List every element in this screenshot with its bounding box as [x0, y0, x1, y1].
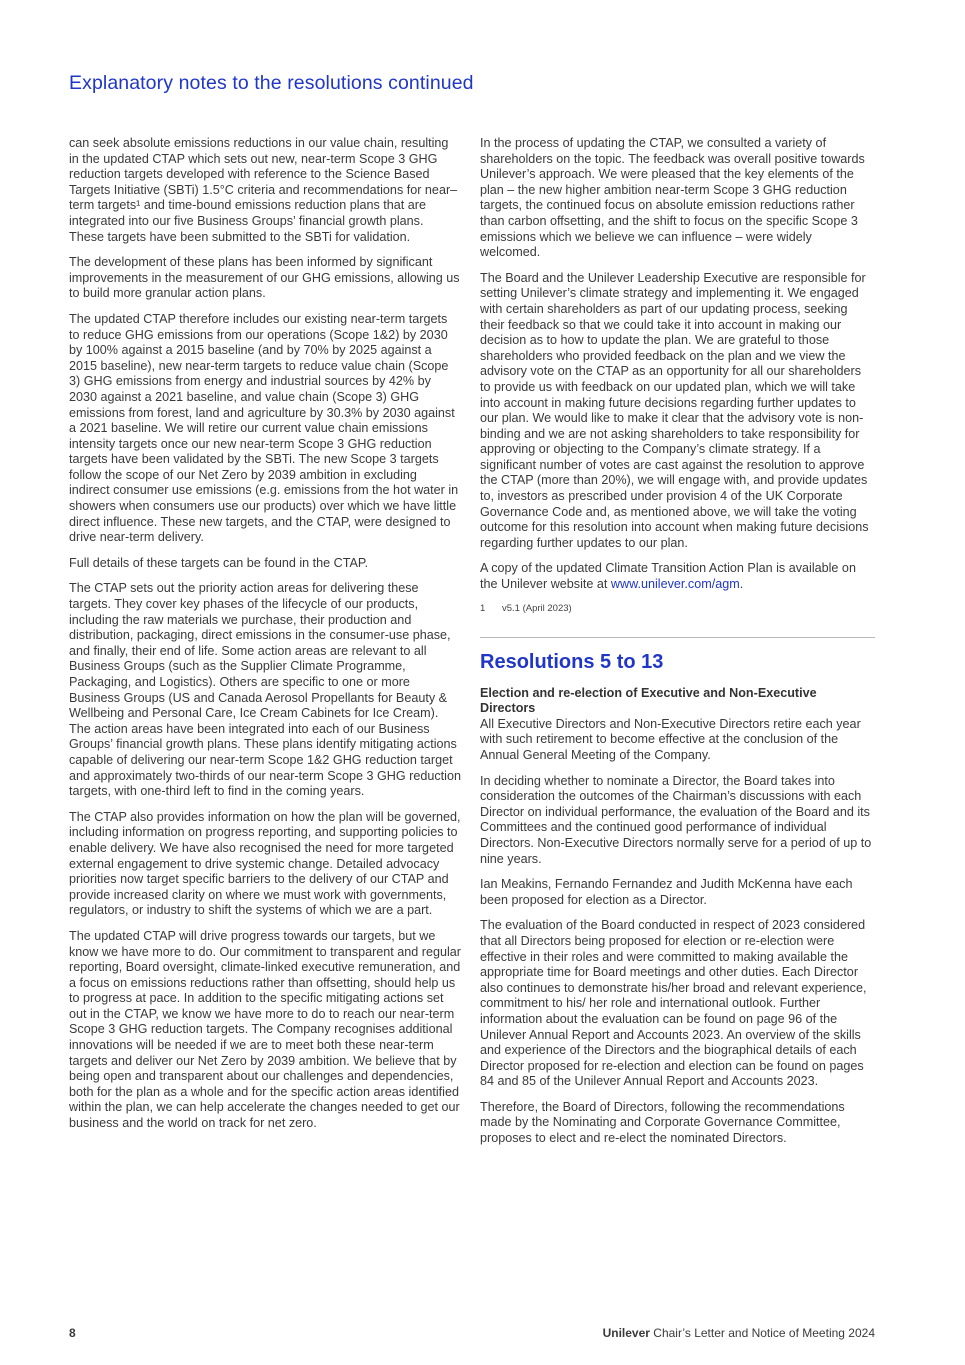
agm-website-link[interactable]: www.unilever.com/agm: [610, 577, 740, 592]
ctap-copy-paragraph: [480, 561, 875, 592]
paragraph: In deciding whether to nominate a Director, the Board takes into consideration the outcomes of the Chairman’s discussions with each Director on individual performance, the evaluation of the Board and its Committees and the continued good performance of individual Directors. Non-Executive Directors normally serve for a period of up to nine years.: [480, 773, 872, 866]
footer-brand: Unilever: [602, 1326, 650, 1340]
ctap-copy-end: .: [739, 577, 744, 592]
left-column: [69, 136, 461, 1142]
paragraph: The development of these plans has been informed by significant improvements in the measurement of our GHG emissions, allowing us to build more granular action plans.: [69, 255, 460, 301]
footnote-text: v5.1 (April 2023): [502, 602, 572, 614]
paragraph: The CTAP sets out the priority action areas for delivering these targets. They cover key phases of the lifecycle of our products, including the raw materials we purchase, their production and distribution, packaging, direct emissions in the consumer-use phase, and finally, their end of life. Some action areas are relevant to all Business Groups (such as the Supplier Climate Programme, Packaging, and Logistics). Others are specific to one or more Business Groups (US and Canada Aerosol Propellants for Beauty & Wellbeing and Personal Care, Ice Cream Cabinets for Ice Cream). The action areas have been integrated into each of our Business Groups’ financial growth plans. These plans identify mitigating actions capable of delivering our near-term Scope 1&2 GHG reduction target and approximately two-thirds of our near-term Scope 3 GHG reduction targets, with one-third left to find in the coming years.: [69, 581, 461, 799]
paragraph: The evaluation of the Board conducted in respect of 2023 considered that all Directors being proposed for election or re-election were effective in their roles and were committed to making available the appropriate time for Board meetings and other duties. Each Director also continues to demonstrate his/her broad and relevant experience, commitment to his/ her role and international outlook. Further information about the evaluation can be found on page 96 of the Unilever Annual Report and Accounts 2023. An overview of the skills and experience of the Directors and the biographical details of each Director proposed for re-election and election can be found on pages 84 and 85 of the Unilever Annual Report and Accounts 2023.: [480, 918, 867, 1089]
footer-publication-title: Chair’s Letter and Notice of Meeting 2024: [653, 1326, 875, 1340]
paragraph: Therefore, the Board of Directors, following the recommendations made by the Nominating and Corporate Governance Committee, proposes to elect and re-elect the nominated Directors.: [480, 1099, 845, 1146]
paragraph: The updated CTAP will drive progress towards our targets, but we know we have more to do. Our commitment to transparent and regular reporting, Board oversight, climate-linked executive remuneration, and a focus on emissions reductions rather than offsetting, should help us to progress at pace. In addition to the specific mitigating actions set out in the CTAP, we know we have more to do to reach our near-term Scope 3 GHG reduction targets. The Company recognises additional innovations will be needed if we are to meet both these near-term targets and deliver our Net Zero by 2039 ambition. We believe that by being open and transparent about our challenges and dependencies, both for the plan as a whole and for the specific action areas identified within the plan, we can help accelerate the changes needed to get our business and the world on track for net zero.: [69, 928, 461, 1131]
footer-publication: [603, 1326, 875, 1340]
paragraph: Full details of these targets can be found in the CTAP.: [69, 555, 369, 570]
footnote-number: 1: [480, 602, 486, 614]
sub-heading: Election and re-election of Executive and Non-Executive Directors: [480, 685, 817, 716]
right-column: [480, 136, 875, 1157]
page-title: Explanatory notes to the resolutions continued: [69, 72, 474, 94]
sub-paragraph: All Executive Directors and Non-Executive Directors retire each year with such retirement to become effective at the conclusion of the Annual General Meeting of the Company.: [480, 716, 861, 762]
ctap-copy-text: A copy of the updated Climate Transition Action Plan is available on the Unilever website at: [480, 561, 856, 592]
paragraph: The CTAP also provides information on how the plan will be governed, including information on progress reporting, and supporting policies to enable delivery. We have also recognised the need for more targeted external engagement to drive systemic change. Detailed advocacy priorities now target specific barriers to the delivery of our CTAP and provide increased clarity on where we must work with governments, regulators, or industry to shift the systems of which we are a part.: [69, 809, 461, 918]
section-heading: Resolutions 5 to 13: [480, 650, 664, 673]
paragraph: Ian Meakins, Fernando Fernandez and Judith McKenna have each been proposed for election as a Director.: [480, 877, 853, 907]
page-number: 8: [69, 1326, 76, 1340]
paragraph: In the process of updating the CTAP, we consulted a variety of shareholders on the topic. The feedback was overall positive towards Unilever’s approach. We were pleased that the key elements of the plan – the new higher ambition near-term Scope 3 GHG reduction targets, the continued focus on absolute emission reductions rather than carbon offsetting, and the shift to focus on the specific Scope 3 emissions which we believe we can influence – were widely welcomed.: [480, 136, 865, 260]
election-intro-paragraph: [480, 686, 875, 764]
paragraph: The updated CTAP therefore includes our existing near-term targets to reduce GHG emissions from our operations (Scope 1&2) by 2030 by 100% against a 2015 baseline (and by 70% by 2025 against a 2015 baseline), new near-term targets to reduce value chain (Scope 3) GHG emissions from energy and industrial sources by 42% by 2030 against a 2021 baseline, and value chain (Scope 3) GHG emissions from forest, land and agriculture by 30.3% by 2030 against a 2021 baseline. We will retire our current value chain emissions intensity targets once our new near-term Scope 3 GHG reduction targets have been validated by the SBTi. The new Scope 3 targets follow the scope of our Net Zero by 2039 ambition in excluding indirect consumer use emissions (e.g. emissions from the hot water in showers when consumers use our products) over which we have little direct influence. These new targets, and the CTAP, were designed to drive near-term delivery.: [69, 311, 459, 545]
section-divider: [480, 637, 875, 638]
paragraph: can seek absolute emissions reductions in our value chain, resulting in the updated CTAP which sets out new, near-term Scope 3 GHG reduction targets developed with reference to the Science Based Targets Initiative (SBTi) 1.5°C criteria and recommendations for near–term targets¹ and time-bound emissions reduction plans that are integrated into our five Business Groups’ financial growth plans. These targets have been submitted to the SBTi for validation.: [69, 136, 458, 244]
paragraph: The Board and the Unilever Leadership Executive are responsible for setting Unilever’s climate strategy and implementing it. We engaged with certain shareholders as part of our updating process, seeking their feedback so that we could take it into account in making our decision as to how to update the plan. We are grateful to those shareholders who provided feedback on the plan and we view the advisory vote on the CTAP as an opportunity for all our shareholders to provide us with feedback on our updated plan, which we will take into account in making future decisions regarding further updates to our plan. We would like to make it clear that the advisory vote is non-binding and we are not asking shareholders to take responsibility for approving or objecting to the Company’s climate strategy. If a significant number of votes are cast against the resolution to approve the CTAP (more than 20%), we will engage with, and provide updates to, investors as prescribed under provision 4 of the UK Corporate Governance Code and, as mentioned above, we will take the voting outcome for this resolution into account when making future decisions regarding further updates to our plan.: [480, 270, 869, 550]
footnote: [480, 603, 875, 615]
